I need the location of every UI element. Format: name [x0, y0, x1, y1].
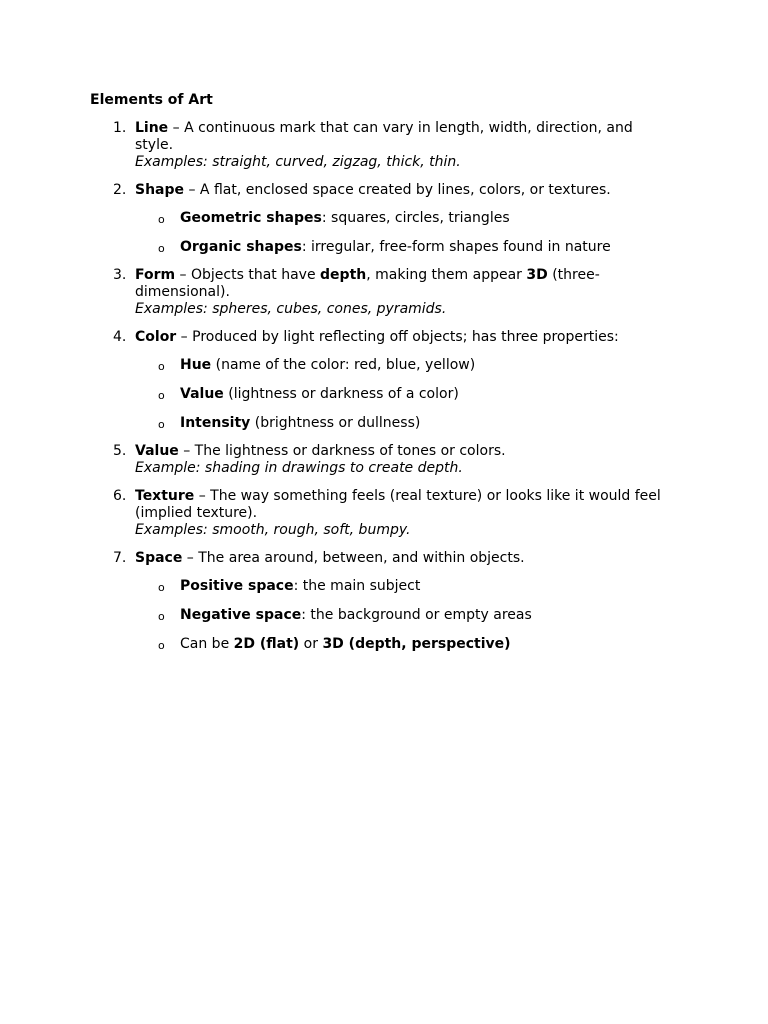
sub-item-term: Hue	[180, 357, 212, 373]
sub-item-text: (lightness or darkness of a color)	[223, 386, 459, 402]
item-body	[135, 267, 675, 318]
item-example: Example: shading in drawings to create depth.	[135, 460, 463, 476]
sub-item-dimensions	[0, 636, 768, 653]
item-term: Value	[135, 443, 179, 459]
sub-item-text: : squares, circles, triangles	[321, 210, 510, 226]
item-description: – The way something feels (real texture) or looks like it would feel (implied texture).	[135, 488, 661, 521]
item-description: – Objects that have	[175, 267, 321, 283]
item-body	[135, 488, 675, 539]
item-term: Space	[135, 550, 183, 566]
bullet-icon: o	[158, 581, 165, 594]
item-example: Examples: smooth, rough, soft, bumpy.	[135, 522, 411, 538]
item-term: Form	[135, 267, 176, 283]
sub-item-term: Organic shapes	[180, 239, 302, 255]
sub-item-hue	[0, 357, 768, 374]
sub-item-text: Can be	[180, 636, 234, 652]
bullet-icon: o	[158, 639, 165, 652]
sub-item-text: or	[299, 636, 323, 652]
item-number: 1.	[113, 120, 127, 136]
item-description: – The lightness or darkness of tones or colors.	[178, 443, 506, 459]
sub-item-geometric-shapes	[0, 210, 768, 227]
sub-item-organic-shapes	[0, 239, 768, 256]
bullet-icon: o	[158, 418, 165, 431]
sub-item-text: (brightness or dullness)	[250, 415, 421, 431]
item-number: 5.	[113, 443, 127, 459]
item-number: 4.	[113, 329, 127, 345]
item-number: 2.	[113, 182, 127, 198]
list-item-texture	[0, 488, 768, 539]
sub-item-text: (name of the color: red, blue, yellow)	[211, 357, 476, 373]
item-description: (three-dimensional).	[135, 267, 600, 300]
item-body	[135, 120, 675, 171]
item-description: – The area around, between, and within objects.	[182, 550, 525, 566]
item-term: Texture	[135, 488, 195, 504]
sub-list	[0, 357, 768, 432]
bullet-icon: o	[158, 213, 165, 226]
item-body	[135, 550, 675, 567]
item-number: 3.	[113, 267, 127, 283]
sub-list	[0, 578, 768, 653]
list-item-shape	[0, 182, 768, 256]
sub-item-term: 2D (flat)	[233, 636, 300, 652]
document-title: Elements of Art	[90, 92, 213, 108]
bullet-icon: o	[158, 389, 165, 402]
bullet-icon: o	[158, 360, 165, 373]
item-description: – Produced by light reflecting off objects; has three properties:	[176, 329, 619, 345]
item-term: Color	[135, 329, 177, 345]
bullet-icon: o	[158, 610, 165, 623]
item-term: Line	[135, 120, 169, 136]
list-item-value	[0, 443, 768, 477]
item-example: Examples: spheres, cubes, cones, pyramids.	[135, 301, 447, 317]
item-body	[135, 182, 675, 199]
sub-item-term: Geometric shapes	[180, 210, 322, 226]
sub-list	[0, 210, 768, 256]
sub-item-term: Positive space	[180, 578, 294, 594]
item-number: 7.	[113, 550, 127, 566]
list-item-color	[0, 329, 768, 432]
sub-item-intensity	[0, 415, 768, 432]
list-item-form	[0, 267, 768, 318]
item-description: , making them appear	[366, 267, 527, 283]
list-item-line	[0, 120, 768, 171]
item-body	[135, 329, 675, 346]
bullet-icon: o	[158, 242, 165, 255]
item-term: Shape	[135, 182, 185, 198]
item-description: – A continuous mark that can vary in length, width, direction, and style.	[135, 120, 633, 153]
item-emphasis: depth	[320, 267, 367, 283]
sub-item-term: Intensity	[180, 415, 251, 431]
elements-list	[0, 120, 768, 664]
sub-item-text: : the main subject	[293, 578, 421, 594]
sub-item-text: : irregular, free-form shapes found in nature	[301, 239, 611, 255]
sub-item-text: : the background or empty areas	[301, 607, 532, 623]
sub-item-term: Value	[180, 386, 224, 402]
item-description: – A flat, enclosed space created by lines, colors, or textures.	[184, 182, 611, 198]
item-number: 6.	[113, 488, 127, 504]
item-emphasis: 3D	[526, 267, 548, 283]
item-example: Examples: straight, curved, zigzag, thick, thin.	[135, 154, 461, 170]
sub-item-term: 3D (depth, perspective)	[322, 636, 511, 652]
item-body	[135, 443, 675, 477]
sub-item-positive-space	[0, 578, 768, 595]
sub-item-term: Negative space	[180, 607, 302, 623]
sub-item-negative-space	[0, 607, 768, 624]
list-item-space	[0, 550, 768, 653]
sub-item-value	[0, 386, 768, 403]
